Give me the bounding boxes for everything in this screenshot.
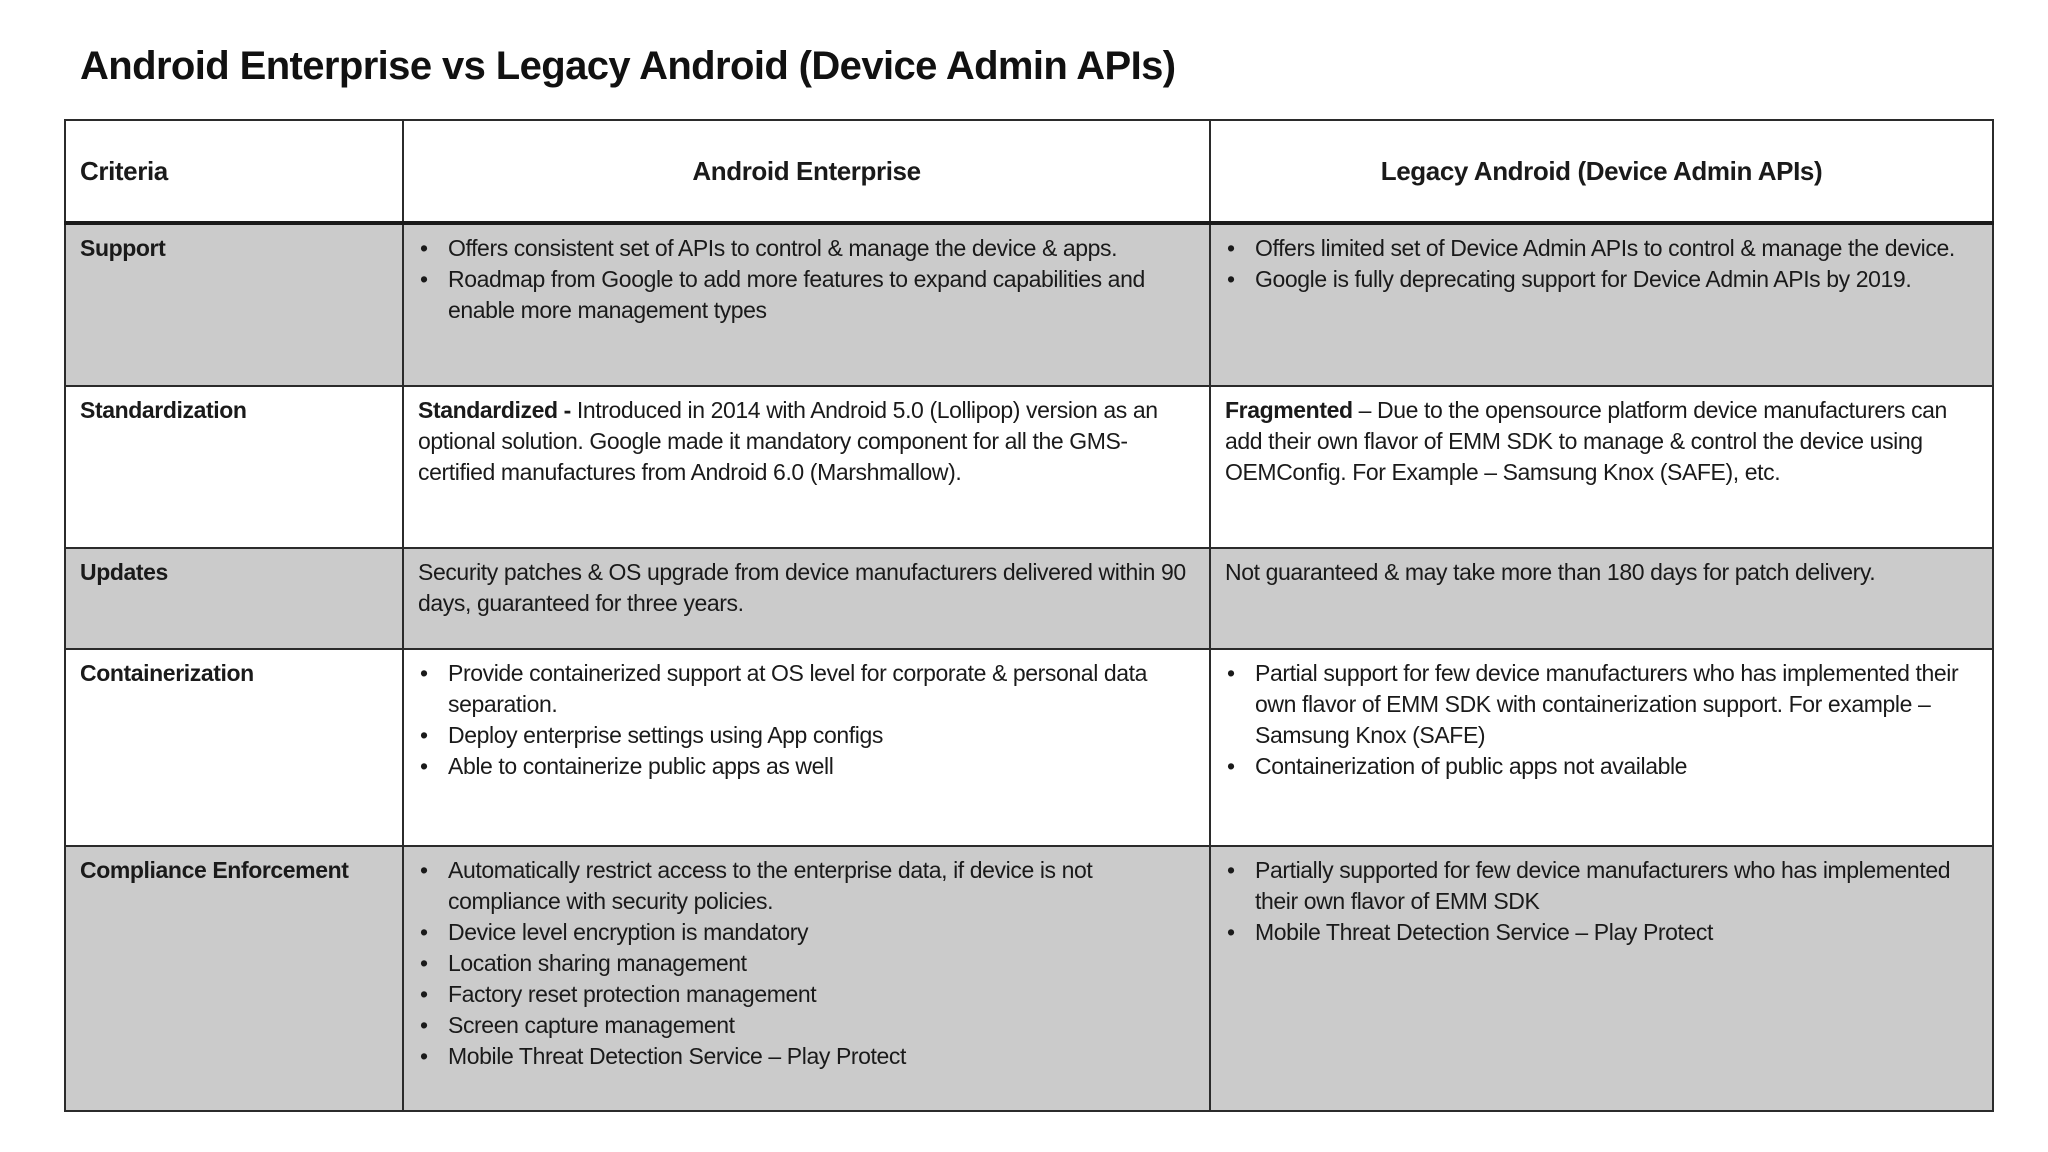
row-updates	[65, 548, 1993, 649]
bullet-list	[1225, 658, 1978, 782]
enterprise-containerization-cell	[403, 649, 1210, 846]
row-standardization	[65, 386, 1993, 548]
bullet-icon: •	[420, 660, 428, 686]
list-item-text: Roadmap from Google to add more features to expand capabilities and enable more management types	[448, 266, 1145, 323]
list-item	[418, 658, 1195, 720]
list-item	[1225, 658, 1978, 751]
enterprise-updates-cell: Security patches & OS upgrade from device manufacturers delivered within 90 days, guaranteed for three years.	[403, 548, 1210, 649]
bullet-icon: •	[420, 722, 428, 748]
list-item-text: Location sharing management	[448, 950, 747, 976]
bullet-icon: •	[1227, 235, 1235, 261]
list-item	[1225, 264, 1978, 295]
enterprise-support-cell	[403, 223, 1210, 386]
list-item	[1225, 855, 1978, 917]
list-item	[418, 720, 1195, 751]
header-criteria: Criteria	[65, 120, 403, 223]
list-item	[418, 917, 1195, 948]
list-item-text: Mobile Threat Detection Service – Play Protect	[1255, 919, 1714, 945]
enterprise-compliance-cell	[403, 846, 1210, 1111]
list-item-text: Able to containerize public apps as well	[448, 753, 834, 779]
list-item-text: Factory reset protection management	[448, 981, 817, 1007]
list-item	[418, 979, 1195, 1010]
row-compliance-enforcement	[65, 846, 1993, 1111]
page-title: Android Enterprise vs Legacy Android (Device Admin APIs)	[80, 44, 1176, 88]
fragmented-label: Fragmented	[1225, 397, 1353, 423]
list-item-text: Containerization of public apps not available	[1255, 753, 1688, 779]
bullet-icon: •	[420, 266, 428, 292]
list-item	[418, 948, 1195, 979]
list-item-text: Offers consistent set of APIs to control & manage the device & apps.	[448, 235, 1118, 261]
list-item-text: Provide containerized support at OS level for corporate & personal data separation.	[448, 660, 1148, 717]
bullet-icon: •	[420, 919, 428, 945]
list-item	[418, 233, 1195, 264]
list-item-text: Partially supported for few device manufacturers who has implemented their own flavor of EMM SDK	[1255, 857, 1951, 914]
bullet-list	[418, 855, 1195, 1072]
bullet-icon: •	[1227, 266, 1235, 292]
list-item	[1225, 233, 1978, 264]
criteria-compliance-enforcement: Compliance Enforcement	[65, 846, 403, 1111]
list-item	[418, 1041, 1195, 1072]
bullet-list	[418, 233, 1195, 326]
bullet-list	[1225, 855, 1978, 948]
bullet-icon: •	[420, 981, 428, 1007]
header-legacy-android: Legacy Android (Device Admin APIs)	[1210, 120, 1993, 223]
criteria-containerization: Containerization	[65, 649, 403, 846]
list-item-text: Screen capture management	[448, 1012, 735, 1038]
header-android-enterprise: Android Enterprise	[403, 120, 1210, 223]
list-item	[418, 751, 1195, 782]
list-item-text: Partial support for few device manufacturers who has implemented their own flavor of EMM SDK with containerization support. For example – Samsung Knox (SAFE)	[1255, 660, 1959, 748]
criteria-updates: Updates	[65, 548, 403, 649]
bullet-icon: •	[420, 1043, 428, 1069]
row-containerization	[65, 649, 1993, 846]
comparison-table	[64, 119, 1994, 1112]
list-item	[418, 264, 1195, 326]
standardization-enterprise-text: Introduced in 2014 with Android 5.0 (Lollipop) version as an optional solution. Google made it mandatory component for all the GMS-certified manufactures from Android 6.0 (Marshmallow).	[418, 397, 1158, 485]
enterprise-standardization-cell	[403, 386, 1210, 548]
legacy-containerization-cell	[1210, 649, 1993, 846]
bullet-icon: •	[1227, 919, 1235, 945]
legacy-updates-cell: Not guaranteed & may take more than 180 days for patch delivery.	[1210, 548, 1993, 649]
list-item-text: Google is fully deprecating support for Device Admin APIs by 2019.	[1255, 266, 1912, 292]
list-item-text: Offers limited set of Device Admin APIs to control & manage the device.	[1255, 235, 1955, 261]
standardized-label: Standardized -	[418, 397, 571, 423]
bullet-list	[418, 658, 1195, 782]
standardization-legacy-text: – Due to the opensource platform device manufacturers can add their own flavor of EMM SDK to manage & control the device using OEMConfig. For Example – Samsung Knox (SAFE), etc.	[1225, 397, 1947, 485]
row-support	[65, 223, 1993, 386]
bullet-icon: •	[420, 950, 428, 976]
legacy-compliance-cell	[1210, 846, 1993, 1111]
header-row	[65, 120, 1993, 223]
list-item-text: Deploy enterprise settings using App configs	[448, 722, 883, 748]
list-item	[1225, 917, 1978, 948]
bullet-icon: •	[420, 753, 428, 779]
bullet-icon: •	[420, 1012, 428, 1038]
bullet-icon: •	[1227, 660, 1235, 686]
legacy-support-cell	[1210, 223, 1993, 386]
bullet-icon: •	[1227, 753, 1235, 779]
legacy-standardization-cell	[1210, 386, 1993, 548]
list-item	[1225, 751, 1978, 782]
bullet-icon: •	[420, 235, 428, 261]
list-item	[418, 855, 1195, 917]
list-item-text: Device level encryption is mandatory	[448, 919, 809, 945]
list-item	[418, 1010, 1195, 1041]
bullet-icon: •	[1227, 857, 1235, 883]
list-item-text: Automatically restrict access to the enterprise data, if device is not compliance with security policies.	[448, 857, 1093, 914]
bullet-icon: •	[420, 857, 428, 883]
list-item-text: Mobile Threat Detection Service – Play Protect	[448, 1043, 907, 1069]
criteria-standardization: Standardization	[65, 386, 403, 548]
bullet-list	[1225, 233, 1978, 295]
criteria-support: Support	[65, 223, 403, 386]
